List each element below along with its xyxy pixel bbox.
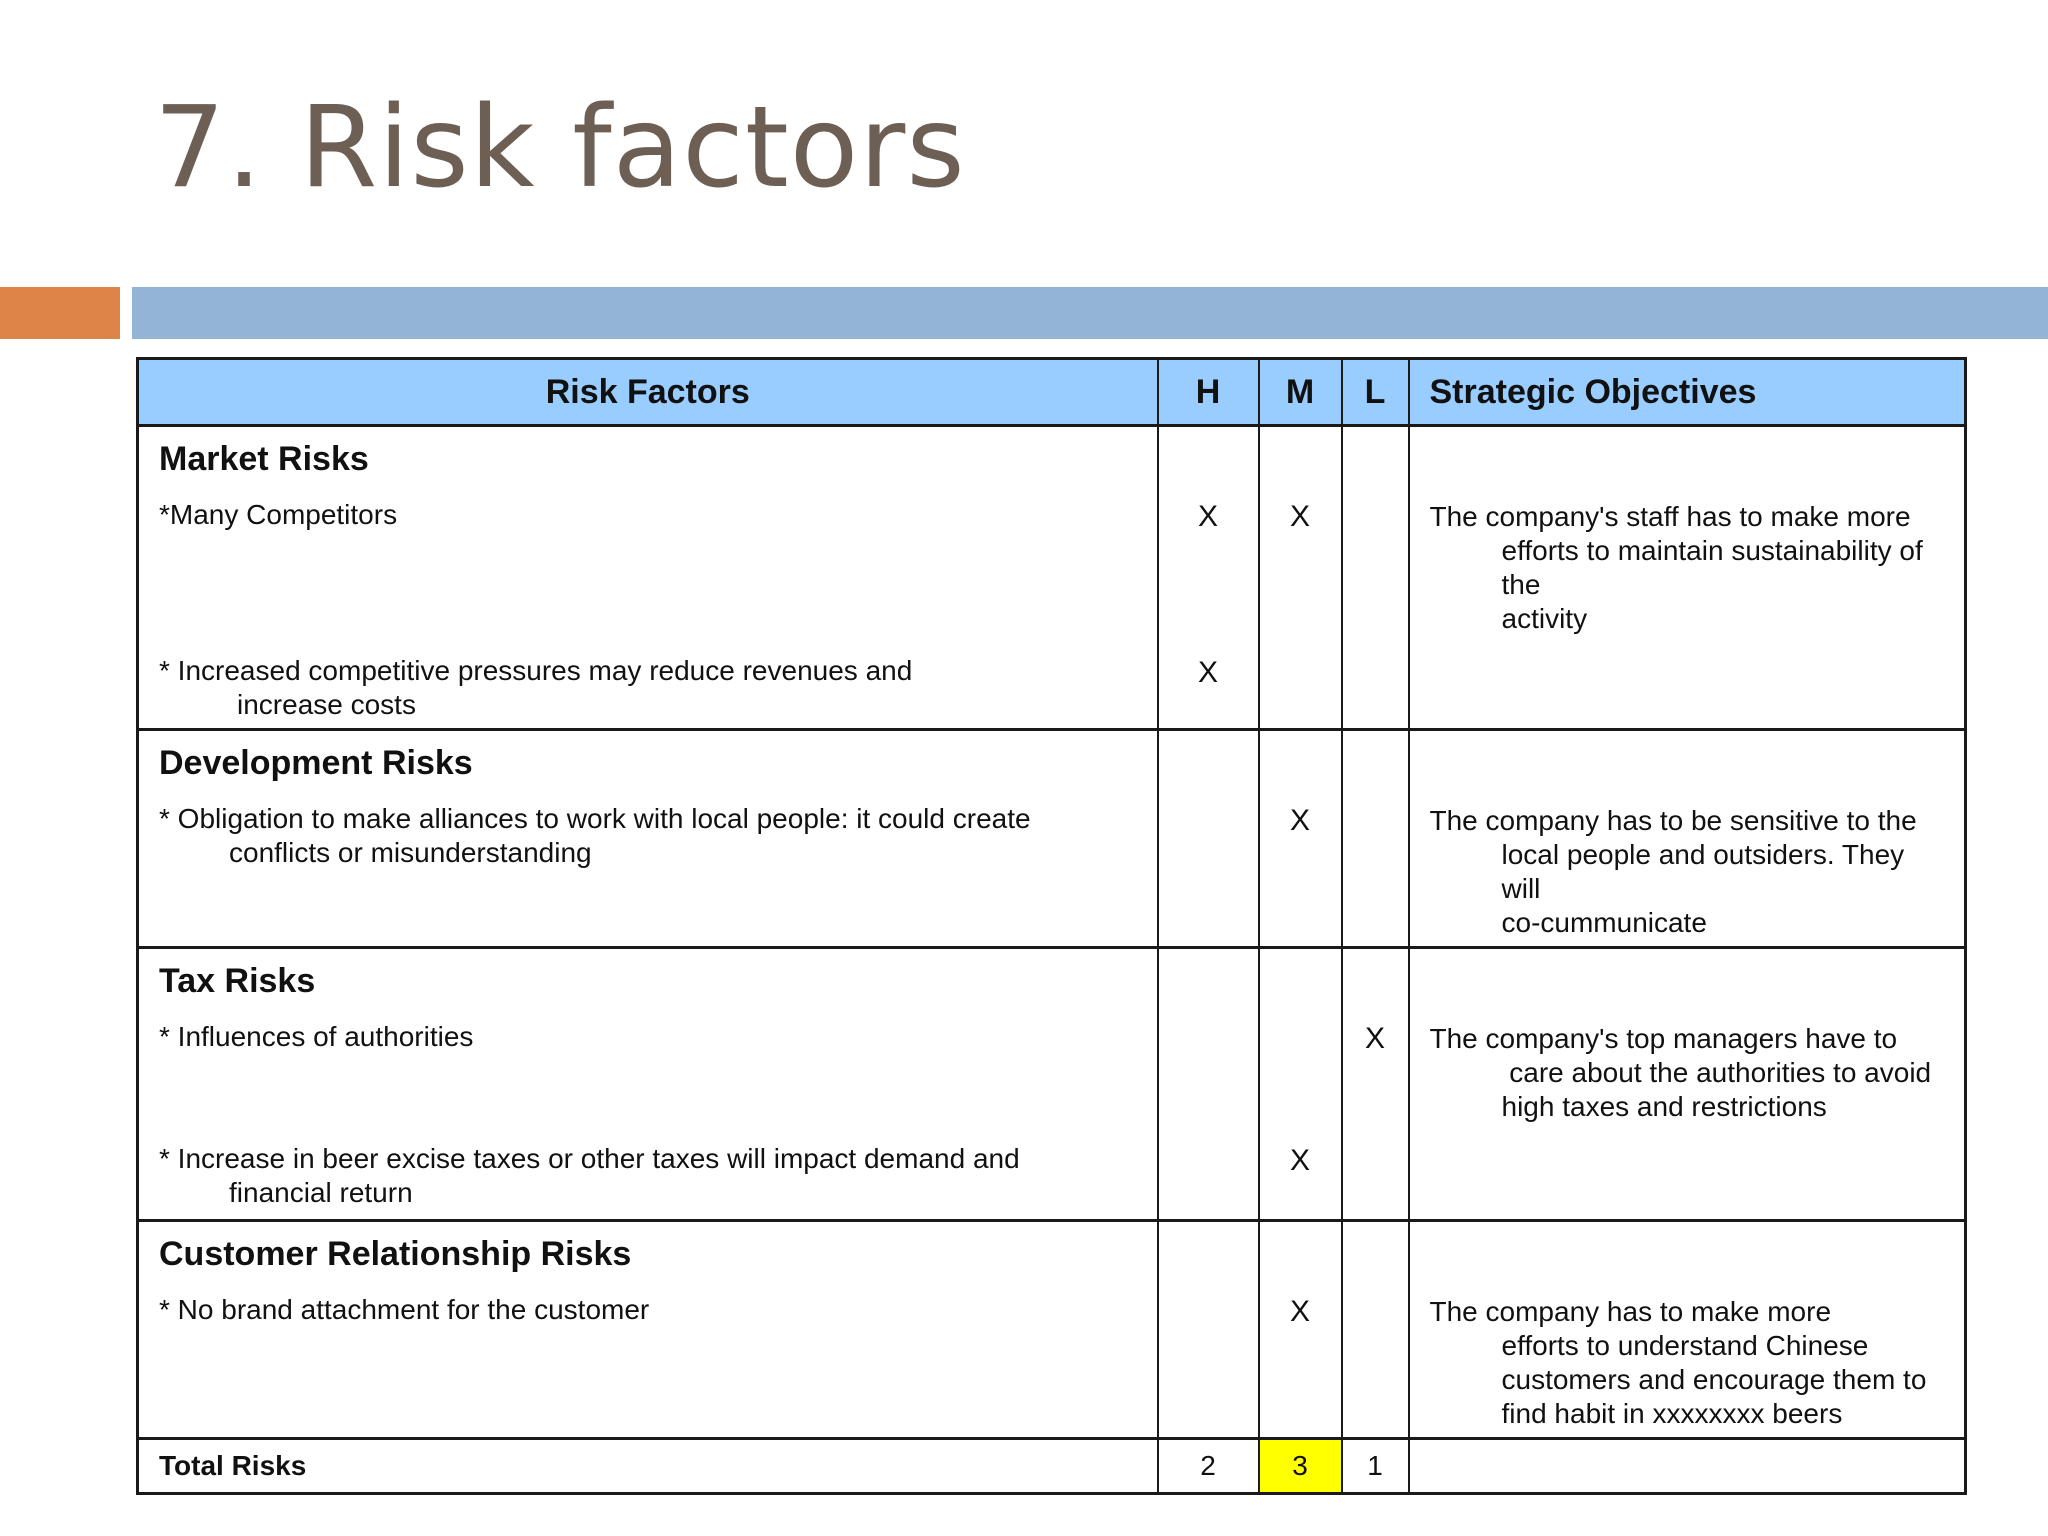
section-title: Development Risks <box>159 744 473 782</box>
risk-mark: X <box>1197 656 1218 689</box>
objective-line: co-cummunicate <box>1501 907 1707 938</box>
objective-line: care about the authorities to avoid <box>1501 1057 1932 1088</box>
section-customer-relationship-risks <box>138 1221 1966 1439</box>
factors-cell <box>138 1221 1158 1439</box>
factor-text: * Increase in beer excise taxes or other taxes will impact demand and <box>159 1142 1020 1174</box>
section-title: Market Risks <box>159 440 369 478</box>
factor-text: * No brand attachment for the customer <box>159 1293 650 1325</box>
factor-item <box>139 654 1157 722</box>
section-title: Tax Risks <box>159 962 316 1000</box>
factor-text: *Many Competitors <box>159 498 398 530</box>
header-strategic-objectives: Strategic Objectives <box>1409 359 1966 426</box>
risk-mark: X <box>1289 804 1310 837</box>
objective-line: will <box>1501 873 1541 904</box>
accent-bar-orange <box>0 287 120 339</box>
objective-line: The company has to make more <box>1429 1296 1832 1327</box>
h-cell <box>1158 426 1259 730</box>
m-cell <box>1259 948 1342 1221</box>
total-m-highlighted: 3 <box>1259 1439 1342 1494</box>
total-objective-empty <box>1409 1439 1966 1494</box>
slide-title: 7. Risk factors <box>154 83 966 213</box>
objective-line: customers and encourage them to <box>1501 1364 1927 1395</box>
section-development-risks <box>138 730 1966 948</box>
total-risks-label: Total Risks <box>138 1439 1158 1494</box>
objective-text <box>1430 500 1945 636</box>
factors-cell <box>138 426 1158 730</box>
h-cell <box>1158 730 1259 948</box>
objective-line: efforts to maintain sustainability of <box>1501 535 1923 566</box>
objective-text <box>1430 1295 1945 1431</box>
factor-text: * Obligation to make alliances to work with local people: it could create <box>159 802 1031 834</box>
objective-text <box>1430 1022 1945 1124</box>
h-cell <box>1158 1221 1259 1439</box>
objective-text <box>1430 804 1945 940</box>
l-cell <box>1342 426 1409 730</box>
l-cell <box>1342 1221 1409 1439</box>
risk-mark: X <box>1364 1022 1385 1055</box>
header-l: L <box>1342 359 1409 426</box>
objective-line: The company has to be sensitive to the <box>1429 805 1917 836</box>
l-cell <box>1342 730 1409 948</box>
header-m: M <box>1259 359 1342 426</box>
m-cell <box>1259 1221 1342 1439</box>
objective-line: The company's top managers have to <box>1429 1023 1898 1054</box>
factors-cell <box>138 730 1158 948</box>
objective-line: high taxes and restrictions <box>1501 1091 1827 1122</box>
risk-factors-table <box>136 357 1967 1495</box>
l-cell <box>1342 948 1409 1221</box>
factor-item <box>139 498 1157 532</box>
header-risk-factors: Risk Factors <box>138 359 1158 426</box>
factor-item <box>139 1293 1157 1327</box>
objective-line: activity <box>1501 603 1588 634</box>
factor-item <box>139 1020 1157 1054</box>
objective-cell <box>1409 426 1966 730</box>
risk-mark: X <box>1289 1144 1310 1177</box>
table-header-row <box>138 359 1966 426</box>
objective-line: The company's staff has to make more <box>1429 501 1911 532</box>
accent-bar-blue <box>132 287 2048 339</box>
objective-line: efforts to understand Chinese <box>1501 1330 1869 1361</box>
total-h: 2 <box>1158 1439 1259 1494</box>
factor-text-continued: conflicts or misunderstanding <box>229 836 592 868</box>
factor-text: * Influences of authorities <box>159 1020 474 1052</box>
m-cell <box>1259 426 1342 730</box>
objective-cell <box>1409 948 1966 1221</box>
h-cell <box>1158 948 1259 1221</box>
risk-mark: X <box>1289 1295 1310 1328</box>
risk-mark: X <box>1289 500 1310 533</box>
section-market-risks <box>138 426 1966 730</box>
objective-cell <box>1409 730 1966 948</box>
objective-cell <box>1409 1221 1966 1439</box>
total-l: 1 <box>1342 1439 1409 1494</box>
factor-text-continued: increase costs <box>237 688 416 720</box>
header-h: H <box>1158 359 1259 426</box>
factor-text: * Increased competitive pressures may reduce revenues and <box>159 654 913 686</box>
total-risks-row <box>138 1439 1966 1494</box>
objective-line: local people and outsiders. They <box>1501 839 1905 870</box>
factor-text-continued: financial return <box>229 1176 413 1208</box>
m-cell <box>1259 730 1342 948</box>
objective-line: find habit in xxxxxxxx beers <box>1501 1398 1843 1429</box>
factor-item <box>139 1142 1157 1210</box>
section-tax-risks <box>138 948 1966 1221</box>
factors-cell <box>138 948 1158 1221</box>
objective-line: the <box>1501 569 1541 600</box>
section-title: Customer Relationship Risks <box>159 1235 632 1273</box>
factor-item <box>139 802 1157 870</box>
risk-mark: X <box>1197 500 1218 533</box>
